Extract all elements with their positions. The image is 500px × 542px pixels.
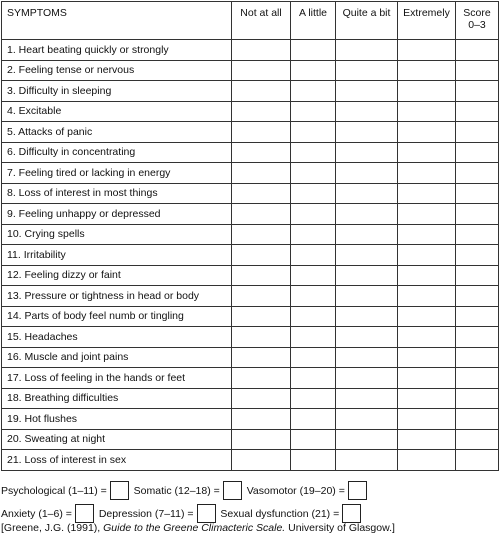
score-cell[interactable] bbox=[456, 40, 499, 61]
citation-prefix: [Greene, J.G. (1991), bbox=[1, 522, 104, 534]
score-cell[interactable] bbox=[456, 183, 499, 204]
a-little-cell[interactable] bbox=[291, 204, 336, 225]
vasomotor-label: Vasomotor (19–20) = bbox=[246, 484, 345, 497]
a-little-cell[interactable] bbox=[291, 142, 336, 163]
table-row bbox=[2, 429, 499, 450]
score-header-line1: Score bbox=[463, 7, 491, 19]
not-at-all-cell[interactable] bbox=[232, 429, 291, 450]
symptom-label: 7. Feeling tired or lacking in energy bbox=[2, 163, 232, 184]
extremely-cell[interactable] bbox=[398, 306, 456, 327]
symptom-label: 3. Difficulty in sleeping bbox=[2, 81, 232, 102]
quite-a-bit-cell[interactable] bbox=[336, 142, 398, 163]
a-little-cell[interactable] bbox=[291, 183, 336, 204]
quite-a-bit-cell[interactable] bbox=[336, 368, 398, 389]
not-at-all-cell[interactable] bbox=[232, 265, 291, 286]
extremely-cell[interactable] bbox=[398, 163, 456, 184]
score-cell[interactable] bbox=[456, 163, 499, 184]
a-little-header: A little bbox=[291, 2, 336, 40]
a-little-cell[interactable] bbox=[291, 101, 336, 122]
table-row bbox=[2, 245, 499, 266]
table-row bbox=[2, 142, 499, 163]
symptom-label: 8. Loss of interest in most things bbox=[2, 183, 232, 204]
not-at-all-cell[interactable] bbox=[232, 347, 291, 368]
not-at-all-cell[interactable] bbox=[232, 142, 291, 163]
score-cell[interactable] bbox=[456, 60, 499, 81]
table-row bbox=[2, 101, 499, 122]
table-row bbox=[2, 183, 499, 204]
a-little-cell[interactable] bbox=[291, 163, 336, 184]
not-at-all-cell[interactable] bbox=[232, 388, 291, 409]
extremely-cell[interactable] bbox=[398, 245, 456, 266]
symptom-label: 20. Sweating at night bbox=[2, 429, 232, 450]
score-header-line2: 0–3 bbox=[468, 19, 486, 31]
symptom-label: 18. Breathing difficulties bbox=[2, 388, 232, 409]
symptom-label: 5. Attacks of panic bbox=[2, 122, 232, 143]
table-row bbox=[2, 388, 499, 409]
extremely-cell[interactable] bbox=[398, 40, 456, 61]
quite-a-bit-cell[interactable] bbox=[336, 347, 398, 368]
sexual-label: Sexual dysfunction (21) = bbox=[220, 507, 340, 520]
score-cell[interactable] bbox=[456, 245, 499, 266]
subscale-line-1 bbox=[1, 481, 369, 500]
a-little-cell[interactable] bbox=[291, 388, 336, 409]
not-at-all-cell[interactable] bbox=[232, 60, 291, 81]
symptom-label: 2. Feeling tense or nervous bbox=[2, 60, 232, 81]
not-at-all-cell[interactable] bbox=[232, 183, 291, 204]
sexual-score-box[interactable] bbox=[342, 504, 361, 523]
a-little-cell[interactable] bbox=[291, 306, 336, 327]
not-at-all-cell[interactable] bbox=[232, 204, 291, 225]
score-cell[interactable] bbox=[456, 286, 499, 307]
citation-suffix: University of Glasgow.] bbox=[285, 522, 395, 534]
not-at-all-cell[interactable] bbox=[232, 450, 291, 471]
not-at-all-cell[interactable] bbox=[232, 101, 291, 122]
not-at-all-cell[interactable] bbox=[232, 81, 291, 102]
quite-a-bit-header: Quite a bit bbox=[336, 2, 398, 40]
a-little-cell[interactable] bbox=[291, 265, 336, 286]
symptom-rows bbox=[2, 40, 499, 471]
symptom-label: 15. Headaches bbox=[2, 327, 232, 348]
extremely-cell[interactable] bbox=[398, 60, 456, 81]
quite-a-bit-cell[interactable] bbox=[336, 409, 398, 430]
quite-a-bit-cell[interactable] bbox=[336, 245, 398, 266]
table-row bbox=[2, 81, 499, 102]
not-at-all-cell[interactable] bbox=[232, 245, 291, 266]
anxiety-label: Anxiety (1–6) = bbox=[1, 507, 72, 520]
score-cell[interactable] bbox=[456, 306, 499, 327]
a-little-cell[interactable] bbox=[291, 409, 336, 430]
quite-a-bit-cell[interactable] bbox=[336, 450, 398, 471]
table-row bbox=[2, 368, 499, 389]
score-cell[interactable] bbox=[456, 409, 499, 430]
depression-score-box[interactable] bbox=[197, 504, 216, 523]
not-at-all-cell[interactable] bbox=[232, 306, 291, 327]
quite-a-bit-cell[interactable] bbox=[336, 265, 398, 286]
not-at-all-header: Not at all bbox=[232, 2, 291, 40]
table-row bbox=[2, 450, 499, 471]
a-little-cell[interactable] bbox=[291, 245, 336, 266]
table-row bbox=[2, 122, 499, 143]
quite-a-bit-cell[interactable] bbox=[336, 388, 398, 409]
a-little-cell[interactable] bbox=[291, 368, 336, 389]
not-at-all-cell[interactable] bbox=[232, 327, 291, 348]
extremely-cell[interactable] bbox=[398, 101, 456, 122]
psychological-subscale bbox=[1, 481, 129, 500]
score-header bbox=[456, 2, 499, 40]
table-row bbox=[2, 163, 499, 184]
extremely-cell[interactable] bbox=[398, 224, 456, 245]
score-cell[interactable] bbox=[456, 429, 499, 450]
quite-a-bit-cell[interactable] bbox=[336, 286, 398, 307]
anxiety-subscale bbox=[1, 504, 94, 523]
table-row bbox=[2, 40, 499, 61]
table-header-row bbox=[2, 2, 499, 40]
table-row bbox=[2, 347, 499, 368]
symptom-label: 21. Loss of interest in sex bbox=[2, 450, 232, 471]
score-cell[interactable] bbox=[456, 450, 499, 471]
extremely-cell[interactable] bbox=[398, 368, 456, 389]
quite-a-bit-cell[interactable] bbox=[336, 81, 398, 102]
quite-a-bit-cell[interactable] bbox=[336, 183, 398, 204]
score-cell[interactable] bbox=[456, 347, 499, 368]
extremely-cell[interactable] bbox=[398, 450, 456, 471]
table-row bbox=[2, 286, 499, 307]
table-row bbox=[2, 409, 499, 430]
extremely-cell[interactable] bbox=[398, 347, 456, 368]
symptom-label: 17. Loss of feeling in the hands or feet bbox=[2, 368, 232, 389]
extremely-cell[interactable] bbox=[398, 286, 456, 307]
a-little-cell[interactable] bbox=[291, 327, 336, 348]
symptom-label: 9. Feeling unhappy or depressed bbox=[2, 204, 232, 225]
symptom-label: 16. Muscle and joint pains bbox=[2, 347, 232, 368]
quite-a-bit-cell[interactable] bbox=[336, 60, 398, 81]
extremely-cell[interactable] bbox=[398, 409, 456, 430]
vasomotor-score-box[interactable] bbox=[348, 481, 367, 500]
score-cell[interactable] bbox=[456, 368, 499, 389]
a-little-cell[interactable] bbox=[291, 450, 336, 471]
symptom-label: 6. Difficulty in concentrating bbox=[2, 142, 232, 163]
a-little-cell[interactable] bbox=[291, 60, 336, 81]
symptom-label: 19. Hot flushes bbox=[2, 409, 232, 430]
score-cell[interactable] bbox=[456, 81, 499, 102]
vasomotor-subscale bbox=[247, 481, 367, 500]
extremely-header: Extremely bbox=[398, 2, 456, 40]
symptom-label: 12. Feeling dizzy or faint bbox=[2, 265, 232, 286]
extremely-cell[interactable] bbox=[398, 142, 456, 163]
quite-a-bit-cell[interactable] bbox=[336, 327, 398, 348]
symptoms-header: SYMPTOMS bbox=[2, 2, 232, 40]
a-little-cell[interactable] bbox=[291, 224, 336, 245]
depression-label: Depression (7–11) = bbox=[98, 507, 194, 520]
extremely-cell[interactable] bbox=[398, 183, 456, 204]
a-little-cell[interactable] bbox=[291, 81, 336, 102]
psychological-score-box[interactable] bbox=[110, 481, 129, 500]
score-cell[interactable] bbox=[456, 224, 499, 245]
not-at-all-cell[interactable] bbox=[232, 409, 291, 430]
a-little-cell[interactable] bbox=[291, 122, 336, 143]
anxiety-score-box[interactable] bbox=[75, 504, 94, 523]
symptom-label: 1. Heart beating quickly or strongly bbox=[2, 40, 232, 61]
table-row bbox=[2, 265, 499, 286]
psychological-label: Psychological (1–11) = bbox=[1, 484, 107, 497]
symptom-label: 13. Pressure or tightness in head or body bbox=[2, 286, 232, 307]
table-row bbox=[2, 224, 499, 245]
table-row bbox=[2, 204, 499, 225]
extremely-cell[interactable] bbox=[398, 122, 456, 143]
score-cell[interactable] bbox=[456, 265, 499, 286]
table-row bbox=[2, 327, 499, 348]
symptom-label: 4. Excitable bbox=[2, 101, 232, 122]
symptom-label: 11. Irritability bbox=[2, 245, 232, 266]
depression-subscale bbox=[99, 504, 216, 523]
table-row bbox=[2, 60, 499, 81]
greene-climacteric-scale-table bbox=[1, 1, 499, 471]
score-cell[interactable] bbox=[456, 122, 499, 143]
sexual-subscale bbox=[220, 504, 361, 523]
quite-a-bit-cell[interactable] bbox=[336, 306, 398, 327]
score-cell[interactable] bbox=[456, 388, 499, 409]
extremely-cell[interactable] bbox=[398, 81, 456, 102]
citation-title: Guide to the Greene Climacteric Scale. bbox=[103, 522, 286, 534]
table-row bbox=[2, 306, 499, 327]
quite-a-bit-cell[interactable] bbox=[336, 429, 398, 450]
score-cell[interactable] bbox=[456, 204, 499, 225]
score-cell[interactable] bbox=[456, 142, 499, 163]
quite-a-bit-cell[interactable] bbox=[336, 40, 398, 61]
extremely-cell[interactable] bbox=[398, 204, 456, 225]
quite-a-bit-cell[interactable] bbox=[336, 204, 398, 225]
not-at-all-cell[interactable] bbox=[232, 286, 291, 307]
score-cell[interactable] bbox=[456, 101, 499, 122]
somatic-subscale bbox=[134, 481, 242, 500]
not-at-all-cell[interactable] bbox=[232, 163, 291, 184]
not-at-all-cell[interactable] bbox=[232, 40, 291, 61]
a-little-cell[interactable] bbox=[291, 429, 336, 450]
extremely-cell[interactable] bbox=[398, 265, 456, 286]
score-cell[interactable] bbox=[456, 327, 499, 348]
citation bbox=[1, 522, 395, 534]
not-at-all-cell[interactable] bbox=[232, 368, 291, 389]
subscale-line-2 bbox=[1, 504, 363, 523]
a-little-cell[interactable] bbox=[291, 286, 336, 307]
somatic-label: Somatic (12–18) = bbox=[133, 484, 220, 497]
somatic-score-box[interactable] bbox=[223, 481, 242, 500]
extremely-cell[interactable] bbox=[398, 388, 456, 409]
symptom-label: 10. Crying spells bbox=[2, 224, 232, 245]
extremely-cell[interactable] bbox=[398, 327, 456, 348]
not-at-all-cell[interactable] bbox=[232, 224, 291, 245]
quite-a-bit-cell[interactable] bbox=[336, 163, 398, 184]
quite-a-bit-cell[interactable] bbox=[336, 122, 398, 143]
a-little-cell[interactable] bbox=[291, 347, 336, 368]
extremely-cell[interactable] bbox=[398, 429, 456, 450]
quite-a-bit-cell[interactable] bbox=[336, 101, 398, 122]
symptom-label: 14. Parts of body feel numb or tingling bbox=[2, 306, 232, 327]
quite-a-bit-cell[interactable] bbox=[336, 224, 398, 245]
not-at-all-cell[interactable] bbox=[232, 122, 291, 143]
a-little-cell[interactable] bbox=[291, 40, 336, 61]
